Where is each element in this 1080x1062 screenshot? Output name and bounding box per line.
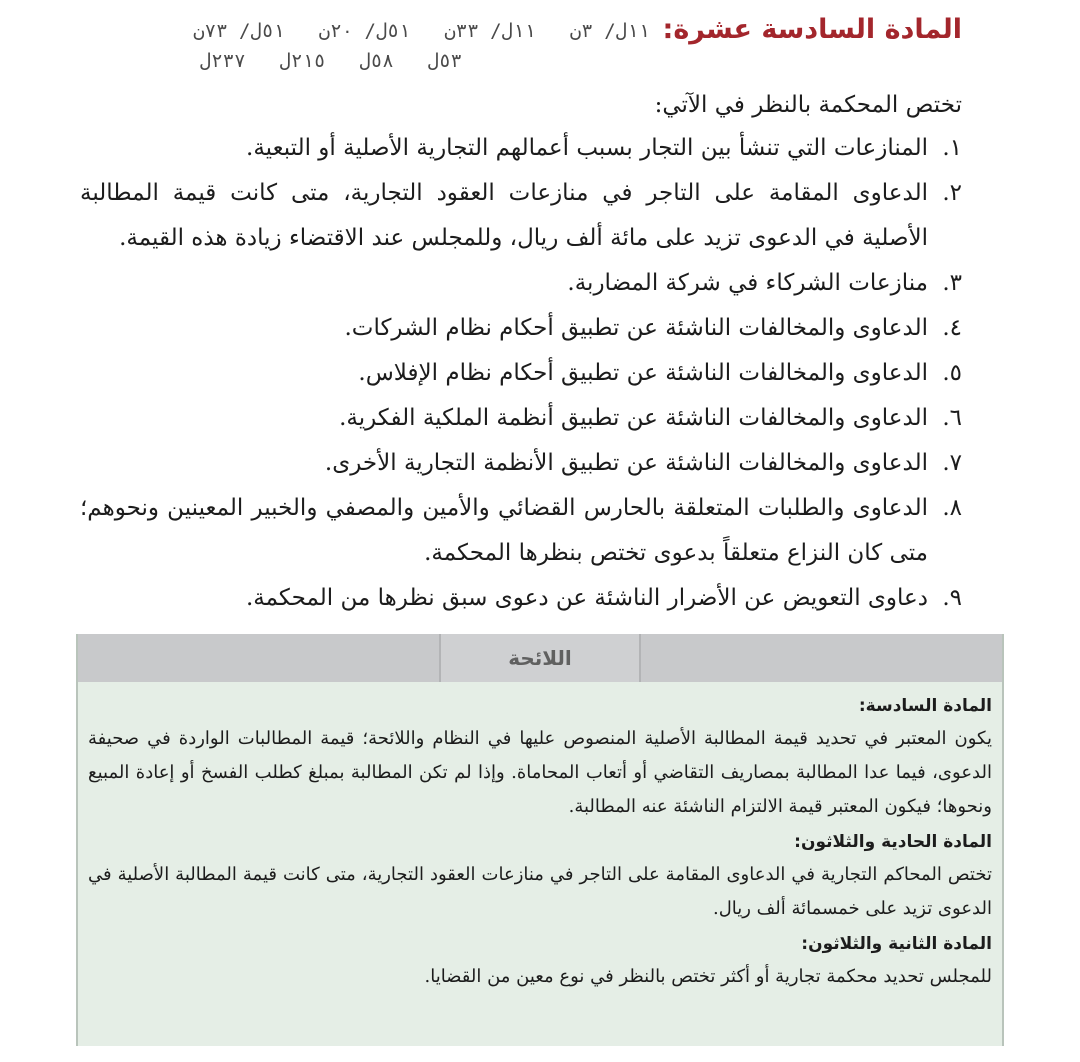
regulation-article-title: المادة السادسة: [858, 696, 992, 716]
regulation-article-title: المادة الثانية والثلاثون: [801, 934, 992, 954]
list-item [80, 486, 962, 576]
regulation-article-text: للمجلس تحديد محكمة تجارية أو أكثر تختص بالنظر في نوع معين من القضايا. [424, 966, 992, 987]
list-item [80, 126, 962, 171]
list-item-text: دعاوى التعويض عن الأضرار الناشئة عن دعوى سبق نظرها من المحكمة. [245, 585, 928, 611]
article-intro: تختص المحكمة بالنظر في الآتي: [654, 92, 962, 118]
list-item-text: الدعاوى والطلبات المتعلقة بالحارس القضائي والأمين والمصفي والخبير المعينين ونحوهم؛ متى كان النزاع متعلقاً بدعوى تختص بنظرها المحكمة. [80, 495, 928, 566]
list-item-text: الدعاوى المقامة على التاجر في منازعات العقود التجارية، متى كانت قيمة المطالبة الأصلية في الدعوى تزيد على مائة ألف ريال، وللمجلس عند الاقتضاء زيادة هذه القيمة. [80, 180, 928, 251]
list-item [80, 306, 962, 351]
ref-item: ٥١ل/ ٢٠ن [318, 20, 411, 42]
regulation-body [78, 682, 1002, 994]
list-item-number: ٩. [942, 585, 962, 611]
list-item [80, 396, 962, 441]
regulation-article-title: المادة الحادية والثلاثون: [794, 832, 992, 852]
list-item [80, 576, 962, 621]
list-item [80, 351, 962, 396]
article-header [80, 8, 962, 78]
list-item-text: المنازعات التي تنشأ بين التجار بسبب أعمالهم التجارية الأصلية أو التبعية. [246, 135, 928, 161]
cross-references [90, 16, 650, 76]
ref-item: ٢٣٧ل [199, 50, 246, 72]
regulation-article-text: تختص المحاكم التجارية في الدعاوى المقامة على التاجر في منازعات العقود التجارية، متى كانت قيمة المطالبة الأصلية في الدعوى تزيد على خمسمائة ألف ريال. [88, 864, 992, 919]
list-item-number: ٥. [942, 360, 962, 386]
ref-item: ١١ل/ ٣٣ن [444, 20, 536, 42]
list-item-number: ٧. [942, 450, 962, 476]
regulation-header-bar [78, 634, 1002, 682]
refs-line-2 [90, 46, 650, 76]
list-item-text: الدعاوى والمخالفات الناشئة عن تطبيق أحكام نظام الإفلاس. [358, 360, 928, 386]
jurisdiction-list [80, 126, 962, 621]
list-item-text: الدعاوى والمخالفات الناشئة عن تطبيق الأنظمة التجارية الأخرى. [324, 450, 928, 476]
list-item [80, 441, 962, 486]
article-body [80, 84, 962, 621]
list-item [80, 171, 962, 261]
list-item-text: الدعاوى والمخالفات الناشئة عن تطبيق أحكام نظام الشركات. [344, 315, 928, 341]
list-item-text: منازعات الشركاء في شركة المضاربة. [567, 270, 928, 296]
list-item-number: ٦. [942, 405, 962, 431]
regulation-article-text: يكون المعتبر في تحديد قيمة المطالبة الأصلية المنصوص عليها في النظام واللائحة؛ قيمة المطالبات الواردة في صحيفة الدعوى، فيما عدا المطالبة بمصاريف التقاضي أو أتعاب المحاماة. وإذا لم تكن المطالبة بمبلغ كطلب الفسخ أو إعادة المبيع ونحوها؛ فيكون المعتبر قيمة الالتزام الناشئة عنه المطالبة. [88, 728, 992, 817]
list-item [80, 261, 962, 306]
ref-item: ٥٨ل [359, 50, 394, 72]
list-item-number: ٢. [942, 180, 962, 206]
list-item-number: ١. [942, 135, 962, 161]
ref-item: ١١ل/ ٣ن [569, 20, 650, 42]
list-item-number: ٨. [942, 495, 962, 521]
list-item-number: ٤. [942, 315, 962, 341]
regulation-tab-label: اللائحة [439, 634, 641, 682]
refs-line-1 [90, 16, 650, 46]
regulation-box [76, 634, 1004, 1046]
ref-item: ٢١٥ل [279, 50, 326, 72]
list-item-text: الدعاوى والمخالفات الناشئة عن تطبيق أنظمة الملكية الفكرية. [339, 405, 928, 431]
article-title: المادة السادسة عشرة: [662, 14, 962, 45]
ref-item: ٥٣ل [427, 50, 462, 72]
ref-item: ٥١ل/ ٧٣ن [193, 20, 285, 42]
list-item-number: ٣. [942, 270, 962, 296]
